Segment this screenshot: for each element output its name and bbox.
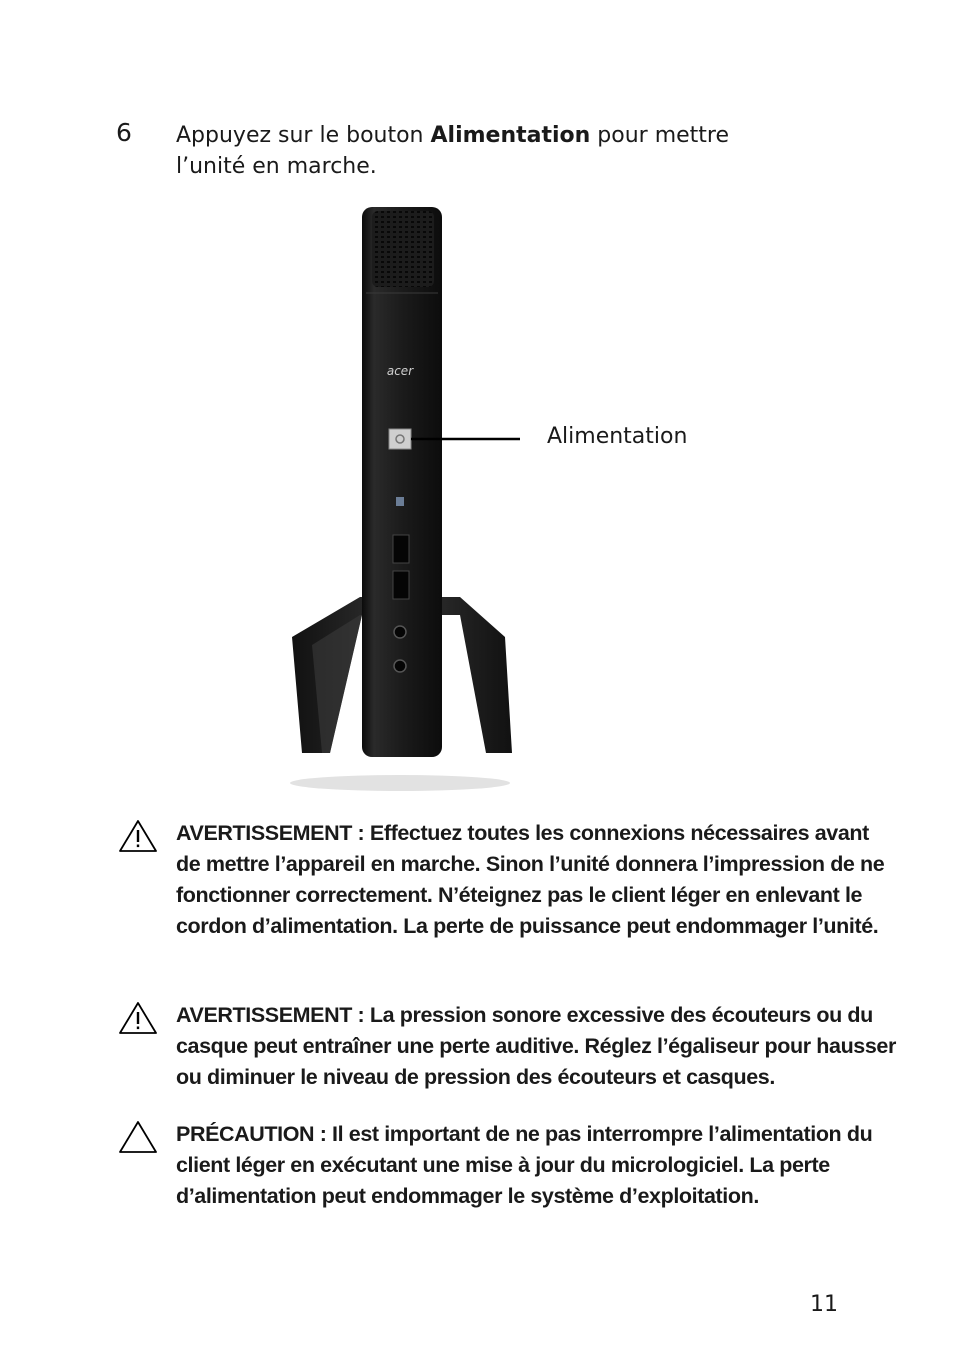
- page-number: 11: [810, 1292, 838, 1317]
- step-text-after: pour mettre l’unité en marche.: [176, 123, 730, 179]
- usb-port-2: [393, 571, 409, 599]
- caution-text: PRÉCAUTION : Il est important de ne pas interrompre l’alimentation du client léger en exécutant une mise à jour du micrologiciel. La perte d’alimentation peut endommager le système d’exploitation.: [176, 1122, 873, 1208]
- stand-shadow: [290, 775, 510, 791]
- brand-logo: acer: [386, 364, 414, 378]
- microphone-jack: [394, 660, 406, 672]
- thin-client-device-illustration: [290, 205, 520, 795]
- caution-icon: [118, 1119, 158, 1155]
- device-body: [362, 207, 442, 757]
- headphone-jack: [394, 626, 406, 638]
- usb-port-1: [393, 535, 409, 563]
- step-instruction: [176, 120, 796, 182]
- step-number: 6: [116, 118, 132, 147]
- status-led: [396, 497, 404, 506]
- step-text-before: Appuyez sur le bouton: [176, 123, 431, 148]
- power-callout-label: Alimentation: [547, 424, 688, 449]
- power-button: [389, 429, 411, 449]
- top-vent: [372, 211, 434, 287]
- warning-text-2: AVERTISSEMENT : La pression sonore excessive des écouteurs ou du casque peut entraîner une perte auditive. Réglez l’égaliseur pour hausser ou diminuer le niveau de pression des écouteurs et casques.: [176, 1003, 896, 1089]
- warning-icon: [118, 1000, 158, 1036]
- step-text-bold: Alimentation: [430, 123, 591, 148]
- warning-text-1: AVERTISSEMENT : Effectuez toutes les connexions nécessaires avant de mettre l’appareil en marche. Sinon l’unité donnera l’impression de ne fonctionner correctement. N’éteignez pas le client léger en enlevant le cordon d’alimentation. La perte de puissance peut endommager l’unité.: [176, 821, 885, 938]
- warning-icon: [118, 818, 158, 854]
